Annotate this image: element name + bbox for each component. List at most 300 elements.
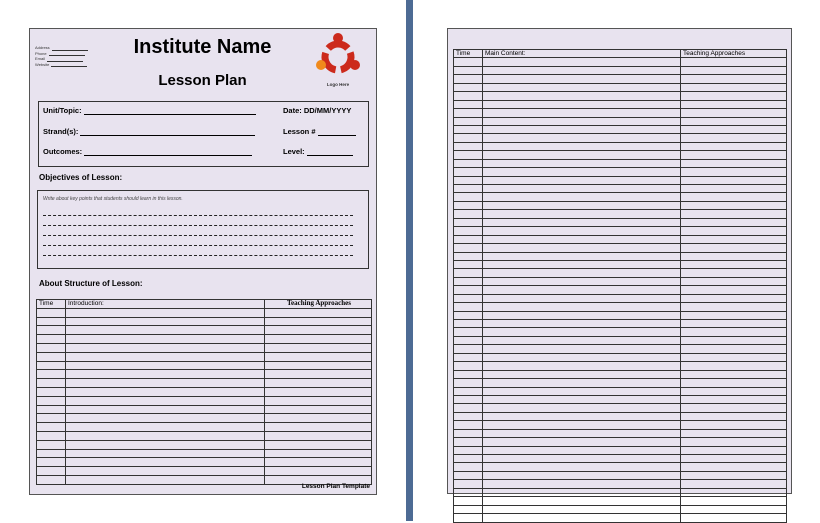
table-cell[interactable] — [681, 109, 787, 117]
table-cell[interactable] — [483, 75, 681, 83]
table-cell[interactable] — [681, 142, 787, 150]
table-cell[interactable] — [454, 404, 483, 412]
table-cell[interactable] — [681, 125, 787, 133]
table-cell[interactable] — [454, 125, 483, 133]
table-cell[interactable] — [483, 497, 681, 505]
table-row[interactable] — [454, 379, 787, 387]
table-cell[interactable] — [454, 345, 483, 353]
table-row[interactable] — [454, 438, 787, 446]
table-cell[interactable] — [681, 286, 787, 294]
table-cell[interactable] — [681, 185, 787, 193]
table-cell[interactable] — [454, 244, 483, 252]
table-row[interactable] — [37, 467, 372, 476]
table-cell[interactable] — [37, 440, 66, 449]
table-row[interactable] — [454, 387, 787, 395]
table-row[interactable] — [454, 252, 787, 260]
table-cell[interactable] — [681, 370, 787, 378]
table-row[interactable] — [454, 218, 787, 226]
table-cell[interactable] — [37, 458, 66, 467]
table-cell[interactable] — [37, 405, 66, 414]
table-cell[interactable] — [483, 159, 681, 167]
table-cell[interactable] — [681, 244, 787, 252]
table-cell[interactable] — [681, 438, 787, 446]
table-cell[interactable] — [66, 326, 265, 335]
table-row[interactable] — [454, 66, 787, 74]
table-cell[interactable] — [681, 353, 787, 361]
table-cell[interactable] — [483, 109, 681, 117]
table-cell[interactable] — [66, 396, 265, 405]
table-row[interactable] — [454, 83, 787, 91]
table-cell[interactable] — [483, 252, 681, 260]
table-cell[interactable] — [483, 58, 681, 66]
table-row[interactable] — [454, 488, 787, 496]
table-row[interactable] — [37, 440, 372, 449]
strands-field[interactable]: Strand(s): — [43, 127, 255, 136]
table-cell[interactable] — [66, 387, 265, 396]
table-cell[interactable] — [681, 227, 787, 235]
table-cell[interactable] — [483, 412, 681, 420]
table-cell[interactable] — [265, 387, 372, 396]
table-cell[interactable] — [681, 294, 787, 302]
outcomes-field[interactable]: Outcomes: — [43, 147, 252, 156]
table-cell[interactable] — [681, 235, 787, 243]
table-cell[interactable] — [454, 142, 483, 150]
table-cell[interactable] — [454, 58, 483, 66]
table-row[interactable] — [454, 235, 787, 243]
table-cell[interactable] — [454, 336, 483, 344]
table-cell[interactable] — [681, 311, 787, 319]
table-row[interactable] — [454, 463, 787, 471]
objectives-box[interactable] — [37, 190, 369, 269]
table-cell[interactable] — [454, 235, 483, 243]
table-cell[interactable] — [66, 317, 265, 326]
table-cell[interactable] — [681, 100, 787, 108]
table-cell[interactable] — [483, 429, 681, 437]
table-cell[interactable] — [681, 421, 787, 429]
table-cell[interactable] — [454, 159, 483, 167]
table-row[interactable] — [454, 151, 787, 159]
table-row[interactable] — [454, 142, 787, 150]
table-cell[interactable] — [681, 497, 787, 505]
table-cell[interactable] — [454, 83, 483, 91]
table-cell[interactable] — [265, 440, 372, 449]
table-cell[interactable] — [265, 352, 372, 361]
table-cell[interactable] — [681, 303, 787, 311]
table-cell[interactable] — [265, 467, 372, 476]
table-row[interactable] — [454, 404, 787, 412]
table-cell[interactable] — [265, 326, 372, 335]
table-cell[interactable] — [681, 362, 787, 370]
table-cell[interactable] — [483, 311, 681, 319]
table-cell[interactable] — [265, 396, 372, 405]
table-cell[interactable] — [454, 463, 483, 471]
table-cell[interactable] — [265, 423, 372, 432]
table-row[interactable] — [37, 326, 372, 335]
table-cell[interactable] — [66, 458, 265, 467]
table-cell[interactable] — [66, 361, 265, 370]
table-cell[interactable] — [66, 423, 265, 432]
table-cell[interactable] — [483, 480, 681, 488]
table-row[interactable] — [454, 311, 787, 319]
table-row[interactable] — [454, 303, 787, 311]
table-cell[interactable] — [454, 151, 483, 159]
table-cell[interactable] — [483, 286, 681, 294]
table-cell[interactable] — [265, 361, 372, 370]
table-cell[interactable] — [681, 463, 787, 471]
table-cell[interactable] — [37, 431, 66, 440]
table-cell[interactable] — [483, 370, 681, 378]
table-cell[interactable] — [454, 277, 483, 285]
table-cell[interactable] — [483, 235, 681, 243]
table-cell[interactable] — [681, 412, 787, 420]
table-cell[interactable] — [483, 218, 681, 226]
table-cell[interactable] — [454, 117, 483, 125]
table-row[interactable] — [454, 505, 787, 513]
table-cell[interactable] — [454, 311, 483, 319]
table-row[interactable] — [37, 370, 372, 379]
table-cell[interactable] — [454, 497, 483, 505]
table-cell[interactable] — [681, 83, 787, 91]
table-cell[interactable] — [66, 414, 265, 423]
table-cell[interactable] — [37, 414, 66, 423]
table-cell[interactable] — [454, 269, 483, 277]
table-cell[interactable] — [265, 335, 372, 344]
table-cell[interactable] — [454, 370, 483, 378]
table-cell[interactable] — [483, 185, 681, 193]
table-row[interactable] — [454, 370, 787, 378]
table-cell[interactable] — [483, 134, 681, 142]
table-cell[interactable] — [681, 446, 787, 454]
table-row[interactable] — [454, 58, 787, 66]
table-cell[interactable] — [66, 449, 265, 458]
table-row[interactable] — [454, 117, 787, 125]
table-row[interactable] — [454, 429, 787, 437]
table-cell[interactable] — [483, 66, 681, 74]
table-row[interactable] — [454, 480, 787, 488]
table-row[interactable] — [454, 185, 787, 193]
table-cell[interactable] — [37, 361, 66, 370]
table-row[interactable] — [37, 352, 372, 361]
date-field[interactable]: Date: DD/MM/YYYY — [283, 106, 352, 115]
table-cell[interactable] — [454, 134, 483, 142]
table-cell[interactable] — [483, 387, 681, 395]
table-row[interactable] — [454, 227, 787, 235]
table-cell[interactable] — [483, 471, 681, 479]
table-row[interactable] — [454, 193, 787, 201]
table-row[interactable] — [37, 379, 372, 388]
table-cell[interactable] — [454, 109, 483, 117]
table-row[interactable] — [454, 286, 787, 294]
table-cell[interactable] — [66, 308, 265, 317]
table-row[interactable] — [37, 335, 372, 344]
table-cell[interactable] — [681, 151, 787, 159]
table-cell[interactable] — [681, 193, 787, 201]
table-cell[interactable] — [483, 193, 681, 201]
table-cell[interactable] — [681, 201, 787, 209]
table-cell[interactable] — [454, 438, 483, 446]
table-cell[interactable] — [454, 455, 483, 463]
table-cell[interactable] — [454, 471, 483, 479]
table-cell[interactable] — [483, 125, 681, 133]
table-cell[interactable] — [66, 467, 265, 476]
table-cell[interactable] — [483, 210, 681, 218]
table-row[interactable] — [37, 317, 372, 326]
table-cell[interactable] — [483, 362, 681, 370]
table-row[interactable] — [454, 471, 787, 479]
table-cell[interactable] — [681, 260, 787, 268]
level-field[interactable]: Level: — [283, 147, 353, 156]
table-cell[interactable] — [483, 336, 681, 344]
table-cell[interactable] — [483, 294, 681, 302]
table-row[interactable] — [454, 320, 787, 328]
table-cell[interactable] — [483, 83, 681, 91]
table-cell[interactable] — [454, 429, 483, 437]
table-cell[interactable] — [454, 412, 483, 420]
table-row[interactable] — [37, 423, 372, 432]
table-cell[interactable] — [66, 431, 265, 440]
table-cell[interactable] — [66, 343, 265, 352]
table-cell[interactable] — [483, 176, 681, 184]
table-row[interactable] — [37, 414, 372, 423]
table-cell[interactable] — [681, 176, 787, 184]
table-row[interactable] — [454, 328, 787, 336]
table-row[interactable] — [454, 412, 787, 420]
table-cell[interactable] — [454, 100, 483, 108]
table-cell[interactable] — [483, 455, 681, 463]
table-row[interactable] — [454, 134, 787, 142]
table-row[interactable] — [37, 449, 372, 458]
table-cell[interactable] — [37, 335, 66, 344]
table-row[interactable] — [454, 210, 787, 218]
table-cell[interactable] — [265, 458, 372, 467]
table-row[interactable] — [454, 455, 787, 463]
table-cell[interactable] — [483, 227, 681, 235]
table-row[interactable] — [454, 75, 787, 83]
table-cell[interactable] — [483, 142, 681, 150]
table-cell[interactable] — [37, 396, 66, 405]
table-cell[interactable] — [483, 168, 681, 176]
table-cell[interactable] — [681, 505, 787, 513]
table-cell[interactable] — [483, 320, 681, 328]
table-cell[interactable] — [66, 475, 265, 484]
table-cell[interactable] — [454, 395, 483, 403]
table-cell[interactable] — [454, 227, 483, 235]
table-cell[interactable] — [681, 455, 787, 463]
table-cell[interactable] — [454, 480, 483, 488]
table-cell[interactable] — [681, 429, 787, 437]
table-cell[interactable] — [265, 414, 372, 423]
table-row[interactable] — [454, 269, 787, 277]
table-cell[interactable] — [483, 269, 681, 277]
table-cell[interactable] — [454, 210, 483, 218]
table-row[interactable] — [37, 458, 372, 467]
table-row[interactable] — [454, 294, 787, 302]
table-cell[interactable] — [66, 440, 265, 449]
table-cell[interactable] — [265, 379, 372, 388]
table-cell[interactable] — [483, 328, 681, 336]
table-row[interactable] — [454, 362, 787, 370]
table-cell[interactable] — [454, 92, 483, 100]
table-cell[interactable] — [265, 370, 372, 379]
table-row[interactable] — [454, 497, 787, 505]
table-cell[interactable] — [483, 244, 681, 252]
table-cell[interactable] — [37, 387, 66, 396]
table-cell[interactable] — [681, 269, 787, 277]
table-cell[interactable] — [454, 505, 483, 513]
table-cell[interactable] — [454, 328, 483, 336]
table-cell[interactable] — [681, 117, 787, 125]
table-cell[interactable] — [454, 185, 483, 193]
table-cell[interactable] — [681, 252, 787, 260]
table-cell[interactable] — [483, 353, 681, 361]
table-cell[interactable] — [681, 218, 787, 226]
table-cell[interactable] — [483, 463, 681, 471]
table-cell[interactable] — [483, 421, 681, 429]
table-cell[interactable] — [483, 404, 681, 412]
table-cell[interactable] — [681, 134, 787, 142]
table-cell[interactable] — [37, 449, 66, 458]
table-row[interactable] — [37, 343, 372, 352]
table-cell[interactable] — [454, 193, 483, 201]
table-cell[interactable] — [37, 308, 66, 317]
table-cell[interactable] — [66, 335, 265, 344]
table-cell[interactable] — [681, 395, 787, 403]
table-cell[interactable] — [681, 488, 787, 496]
table-cell[interactable] — [483, 100, 681, 108]
table-row[interactable] — [37, 308, 372, 317]
table-cell[interactable] — [681, 404, 787, 412]
table-cell[interactable] — [454, 286, 483, 294]
table-row[interactable] — [454, 125, 787, 133]
table-row[interactable] — [454, 168, 787, 176]
table-row[interactable] — [454, 244, 787, 252]
table-row[interactable] — [454, 421, 787, 429]
table-cell[interactable] — [454, 201, 483, 209]
table-cell[interactable] — [681, 168, 787, 176]
table-row[interactable] — [454, 109, 787, 117]
table-cell[interactable] — [483, 260, 681, 268]
table-cell[interactable] — [454, 387, 483, 395]
table-row[interactable] — [454, 353, 787, 361]
table-row[interactable] — [454, 345, 787, 353]
table-cell[interactable] — [454, 66, 483, 74]
table-cell[interactable] — [66, 379, 265, 388]
table-cell[interactable] — [37, 317, 66, 326]
table-row[interactable] — [37, 396, 372, 405]
table-cell[interactable] — [454, 218, 483, 226]
table-cell[interactable] — [66, 352, 265, 361]
table-cell[interactable] — [265, 343, 372, 352]
table-cell[interactable] — [454, 320, 483, 328]
table-row[interactable] — [37, 431, 372, 440]
table-cell[interactable] — [454, 303, 483, 311]
table-row[interactable] — [454, 176, 787, 184]
table-cell[interactable] — [681, 92, 787, 100]
table-cell[interactable] — [454, 446, 483, 454]
table-row[interactable] — [37, 387, 372, 396]
table-cell[interactable] — [454, 488, 483, 496]
table-cell[interactable] — [483, 446, 681, 454]
table-cell[interactable] — [483, 345, 681, 353]
table-row[interactable] — [454, 100, 787, 108]
table-cell[interactable] — [265, 431, 372, 440]
table-cell[interactable] — [37, 467, 66, 476]
table-cell[interactable] — [483, 303, 681, 311]
table-cell[interactable] — [454, 176, 483, 184]
table-cell[interactable] — [681, 320, 787, 328]
table-cell[interactable] — [454, 353, 483, 361]
table-cell[interactable] — [265, 449, 372, 458]
table-cell[interactable] — [483, 277, 681, 285]
table-row[interactable] — [454, 277, 787, 285]
table-cell[interactable] — [37, 379, 66, 388]
table-row[interactable] — [454, 336, 787, 344]
table-row[interactable] — [454, 201, 787, 209]
table-cell[interactable] — [454, 75, 483, 83]
table-cell[interactable] — [454, 294, 483, 302]
table-cell[interactable] — [37, 343, 66, 352]
table-cell[interactable] — [483, 379, 681, 387]
table-cell[interactable] — [265, 308, 372, 317]
table-cell[interactable] — [681, 210, 787, 218]
table-row[interactable] — [454, 92, 787, 100]
table-cell[interactable] — [681, 336, 787, 344]
table-cell[interactable] — [681, 66, 787, 74]
table-cell[interactable] — [681, 387, 787, 395]
table-cell[interactable] — [483, 438, 681, 446]
table-cell[interactable] — [681, 471, 787, 479]
lesson-number-field[interactable]: Lesson # — [283, 127, 356, 136]
table-cell[interactable] — [681, 277, 787, 285]
table-cell[interactable] — [37, 352, 66, 361]
table-cell[interactable] — [681, 379, 787, 387]
unit-topic-field[interactable]: Unit/Topic: — [43, 106, 256, 115]
table-cell[interactable] — [66, 370, 265, 379]
table-cell[interactable] — [483, 505, 681, 513]
table-cell[interactable] — [681, 75, 787, 83]
table-cell[interactable] — [66, 405, 265, 414]
table-cell[interactable] — [37, 475, 66, 484]
table-row[interactable] — [454, 395, 787, 403]
table-cell[interactable] — [265, 405, 372, 414]
table-cell[interactable] — [483, 201, 681, 209]
table-cell[interactable] — [681, 58, 787, 66]
table-cell[interactable] — [681, 159, 787, 167]
table-cell[interactable] — [483, 92, 681, 100]
table-row[interactable] — [37, 361, 372, 370]
table-cell[interactable] — [483, 117, 681, 125]
table-cell[interactable] — [454, 260, 483, 268]
table-cell[interactable] — [454, 252, 483, 260]
table-cell[interactable] — [483, 488, 681, 496]
table-cell[interactable] — [37, 326, 66, 335]
table-row[interactable] — [37, 405, 372, 414]
table-cell[interactable] — [37, 370, 66, 379]
table-row[interactable] — [454, 159, 787, 167]
table-cell[interactable] — [681, 328, 787, 336]
table-cell[interactable] — [454, 421, 483, 429]
table-cell[interactable] — [265, 317, 372, 326]
table-row[interactable] — [454, 260, 787, 268]
table-cell[interactable] — [37, 423, 66, 432]
table-cell[interactable] — [454, 362, 483, 370]
table-row[interactable] — [454, 446, 787, 454]
table-cell[interactable] — [483, 151, 681, 159]
table-cell[interactable] — [483, 395, 681, 403]
table-cell[interactable] — [681, 345, 787, 353]
table-cell[interactable] — [454, 168, 483, 176]
table-cell[interactable] — [454, 379, 483, 387]
